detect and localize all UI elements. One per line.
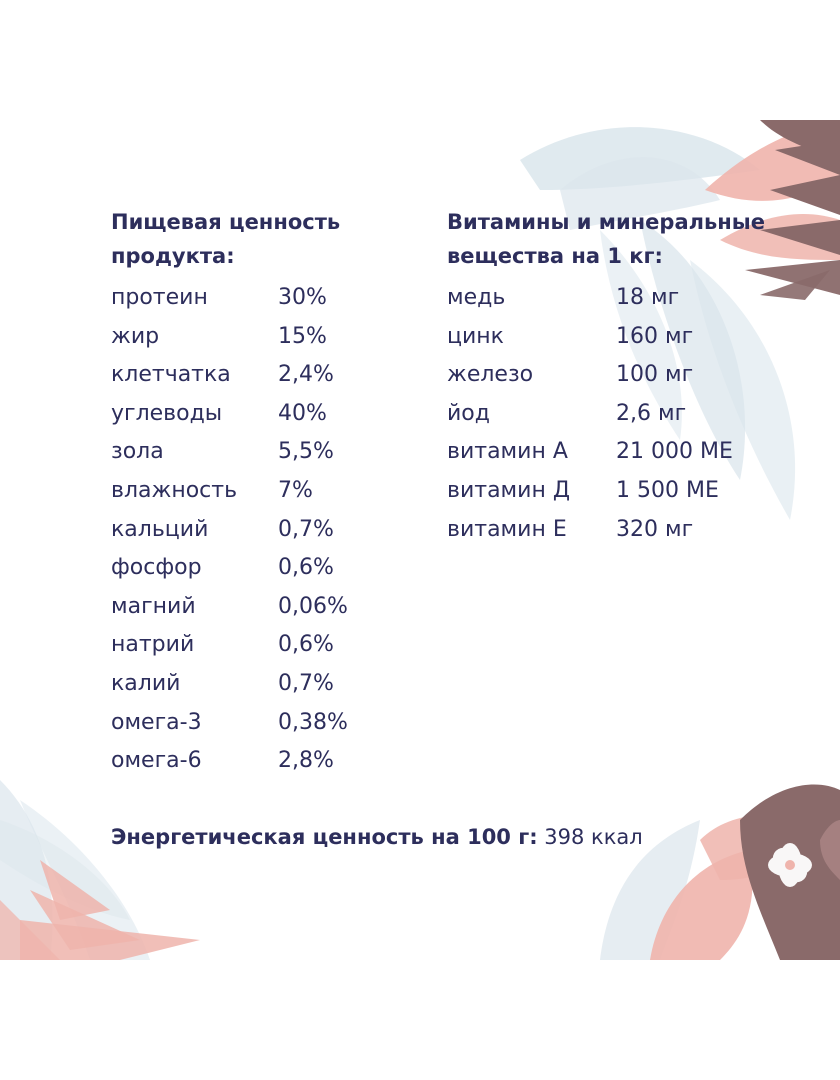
- nutrient-value: 0,06%: [278, 593, 348, 619]
- nutrient-value: 30%: [278, 285, 327, 310]
- nutrition-row: [111, 704, 411, 743]
- vitamin-value: 320 мг: [616, 516, 694, 542]
- nutrient-name: жир: [111, 323, 160, 349]
- nutrition-row: [111, 472, 411, 511]
- nutrient-name: магний: [111, 593, 196, 619]
- nutrient-value: 0,6%: [278, 632, 334, 658]
- nutrition-row: [111, 511, 411, 550]
- nutrient-name: кальций: [111, 516, 209, 542]
- vitamin-row: [447, 318, 827, 357]
- vitamin-value: 21 000 МЕ: [616, 439, 733, 465]
- nutrient-value: 0,38%: [278, 709, 348, 735]
- nutrition-row: [111, 395, 411, 434]
- nutrition-row: [111, 433, 411, 472]
- nutrition-row: [111, 549, 411, 588]
- nutrient-name: зола: [111, 439, 164, 465]
- vitamin-name: железо: [447, 362, 534, 388]
- nutrient-name: влажность: [111, 477, 238, 503]
- nutrient-name: калий: [111, 670, 181, 696]
- nutrient-value: 15%: [278, 323, 327, 349]
- energy-value: 398 ккал: [544, 825, 643, 849]
- vitamin-row: [447, 279, 827, 318]
- vitamins-heading-line2: вещества на 1 кг:: [447, 244, 663, 268]
- vitamin-name: медь: [447, 285, 506, 310]
- nutrition-row: [111, 356, 411, 395]
- nutrition-row: [111, 626, 411, 665]
- vitamin-name: йод: [447, 400, 490, 426]
- vitamins-heading-line1: Витамины и минеральные: [447, 210, 766, 234]
- nutrition-row: [111, 318, 411, 357]
- energy-value-line: [111, 820, 643, 854]
- nutrition-row: [111, 279, 411, 318]
- vitamin-value: 18 мг: [616, 285, 680, 310]
- nutrient-name: клетчатка: [111, 362, 231, 388]
- vitamin-value: 100 мг: [616, 362, 694, 388]
- nutrient-name: фосфор: [111, 555, 202, 581]
- vitamin-value: 160 мг: [616, 323, 694, 349]
- nutrient-value: 2,4%: [278, 362, 334, 388]
- nutrition-list: [111, 279, 411, 781]
- nutrition-heading: [111, 205, 340, 273]
- nutrient-value: 0,6%: [278, 555, 334, 581]
- nutrition-card: [0, 120, 840, 960]
- vitamins-list: [447, 279, 827, 549]
- nutrition-heading-line1: Пищевая ценность: [111, 210, 341, 234]
- nutrient-name: натрий: [111, 632, 195, 658]
- vitamin-name: витамин Д: [447, 477, 571, 503]
- vitamin-row: [447, 356, 827, 395]
- vitamin-row: [447, 433, 827, 472]
- nutrient-name: омега-3: [111, 709, 202, 735]
- nutrition-row: [111, 742, 411, 781]
- vitamins-heading: [447, 205, 765, 273]
- bottom-right-leaves: [600, 784, 840, 960]
- nutrient-name: углеводы: [111, 400, 223, 426]
- vitamin-name: витамин А: [447, 439, 568, 465]
- nutrition-row: [111, 665, 411, 704]
- nutrient-value: 7%: [278, 477, 313, 503]
- vitamin-row: [447, 511, 827, 550]
- nutrition-row: [111, 588, 411, 627]
- nutrient-name: омега-6: [111, 748, 202, 774]
- nutrient-name: протеин: [111, 285, 208, 310]
- nutrition-heading-line2: продукта:: [111, 244, 235, 268]
- vitamin-value: 2,6 мг: [616, 400, 687, 426]
- vitamin-name: витамин Е: [447, 516, 567, 542]
- energy-label: Энергетическая ценность на 100 г:: [111, 825, 538, 849]
- vitamin-row: [447, 395, 827, 434]
- vitamin-value: 1 500 МЕ: [616, 477, 719, 503]
- nutrient-value: 0,7%: [278, 670, 334, 696]
- nutrient-value: 0,7%: [278, 516, 334, 542]
- vitamin-name: цинк: [447, 323, 504, 349]
- vitamin-row: [447, 472, 827, 511]
- nutrient-value: 5,5%: [278, 439, 334, 465]
- nutrient-value: 40%: [278, 400, 327, 426]
- nutrient-value: 2,8%: [278, 748, 334, 774]
